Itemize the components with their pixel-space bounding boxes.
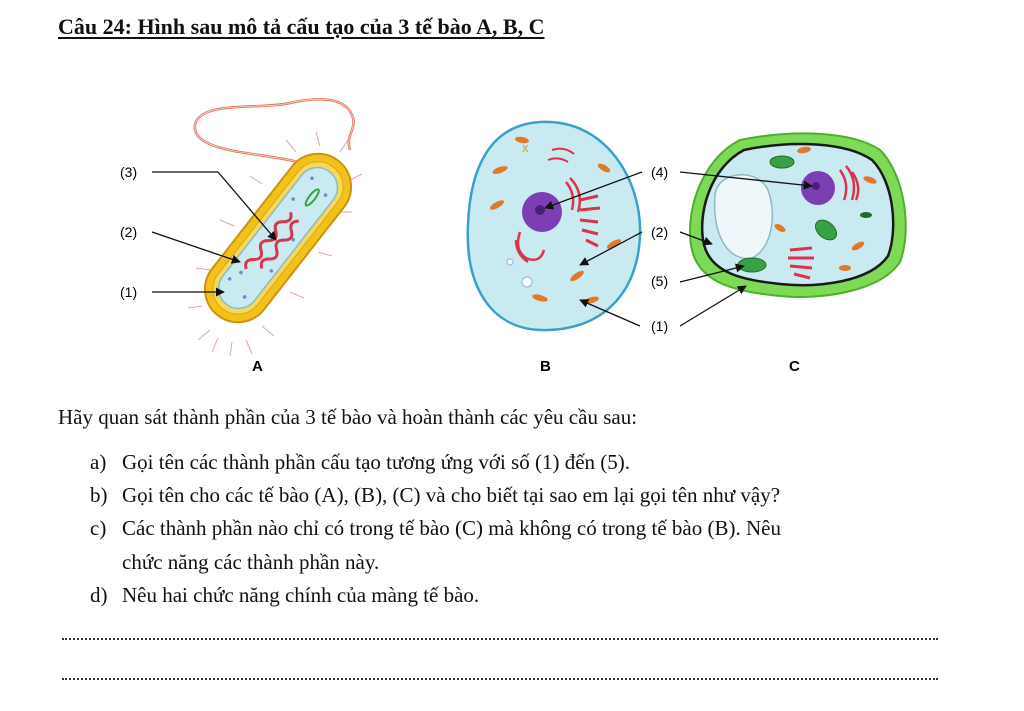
label-5: (5) bbox=[651, 273, 669, 289]
question-b-label: b) bbox=[90, 483, 108, 507]
caption-a: A bbox=[252, 358, 263, 375]
question-a-label: a) bbox=[90, 450, 107, 474]
caption-b: B bbox=[540, 358, 551, 375]
answer-line-2[interactable] bbox=[62, 678, 938, 680]
question-b bbox=[90, 483, 780, 508]
question-d bbox=[90, 583, 479, 608]
bacterium-cell-a bbox=[120, 99, 364, 375]
question-a-text: Gọi tên các thành phần cấu tạo tương ứng với số (1) đến (5). bbox=[122, 450, 630, 474]
question-c-continuation: chức năng các thành phần này. bbox=[122, 550, 380, 574]
question-d-text: Nêu hai chức năng chính của màng tế bào. bbox=[122, 583, 480, 607]
label-1-right: (1) bbox=[651, 318, 669, 334]
question-c-text: Các thành phần nào chỉ có trong tế bào (C) mà không có trong tế bào (B). Nêu bbox=[122, 516, 781, 540]
label-4: (4) bbox=[651, 164, 669, 180]
label-a-1: (1) bbox=[120, 284, 138, 300]
instruction-text: Hãy quan sát thành phần của 3 tế bào và hoàn thành các yêu cầu sau: bbox=[58, 405, 638, 429]
question-c-label: c) bbox=[90, 516, 107, 540]
question-c bbox=[90, 516, 781, 541]
label-2-right: (2) bbox=[651, 224, 669, 240]
plant-cell-c bbox=[690, 133, 906, 375]
question-b-text: Gọi tên cho các tế bào (A), (B), (C) và cho biết tại sao em lại gọi tên như vậy? bbox=[122, 483, 781, 507]
animal-cell-b bbox=[468, 122, 640, 375]
question-a bbox=[90, 450, 630, 475]
caption-c: C bbox=[789, 358, 800, 375]
question-title: Câu 24: Hình sau mô tả cấu tạo của 3 tế bào A, B, C bbox=[58, 14, 545, 39]
question-d-label: d) bbox=[90, 583, 108, 607]
label-a-2: (2) bbox=[120, 224, 138, 240]
centrosome: x bbox=[522, 140, 529, 155]
label-a-3: (3) bbox=[120, 164, 138, 180]
answer-line-1[interactable] bbox=[62, 638, 938, 640]
